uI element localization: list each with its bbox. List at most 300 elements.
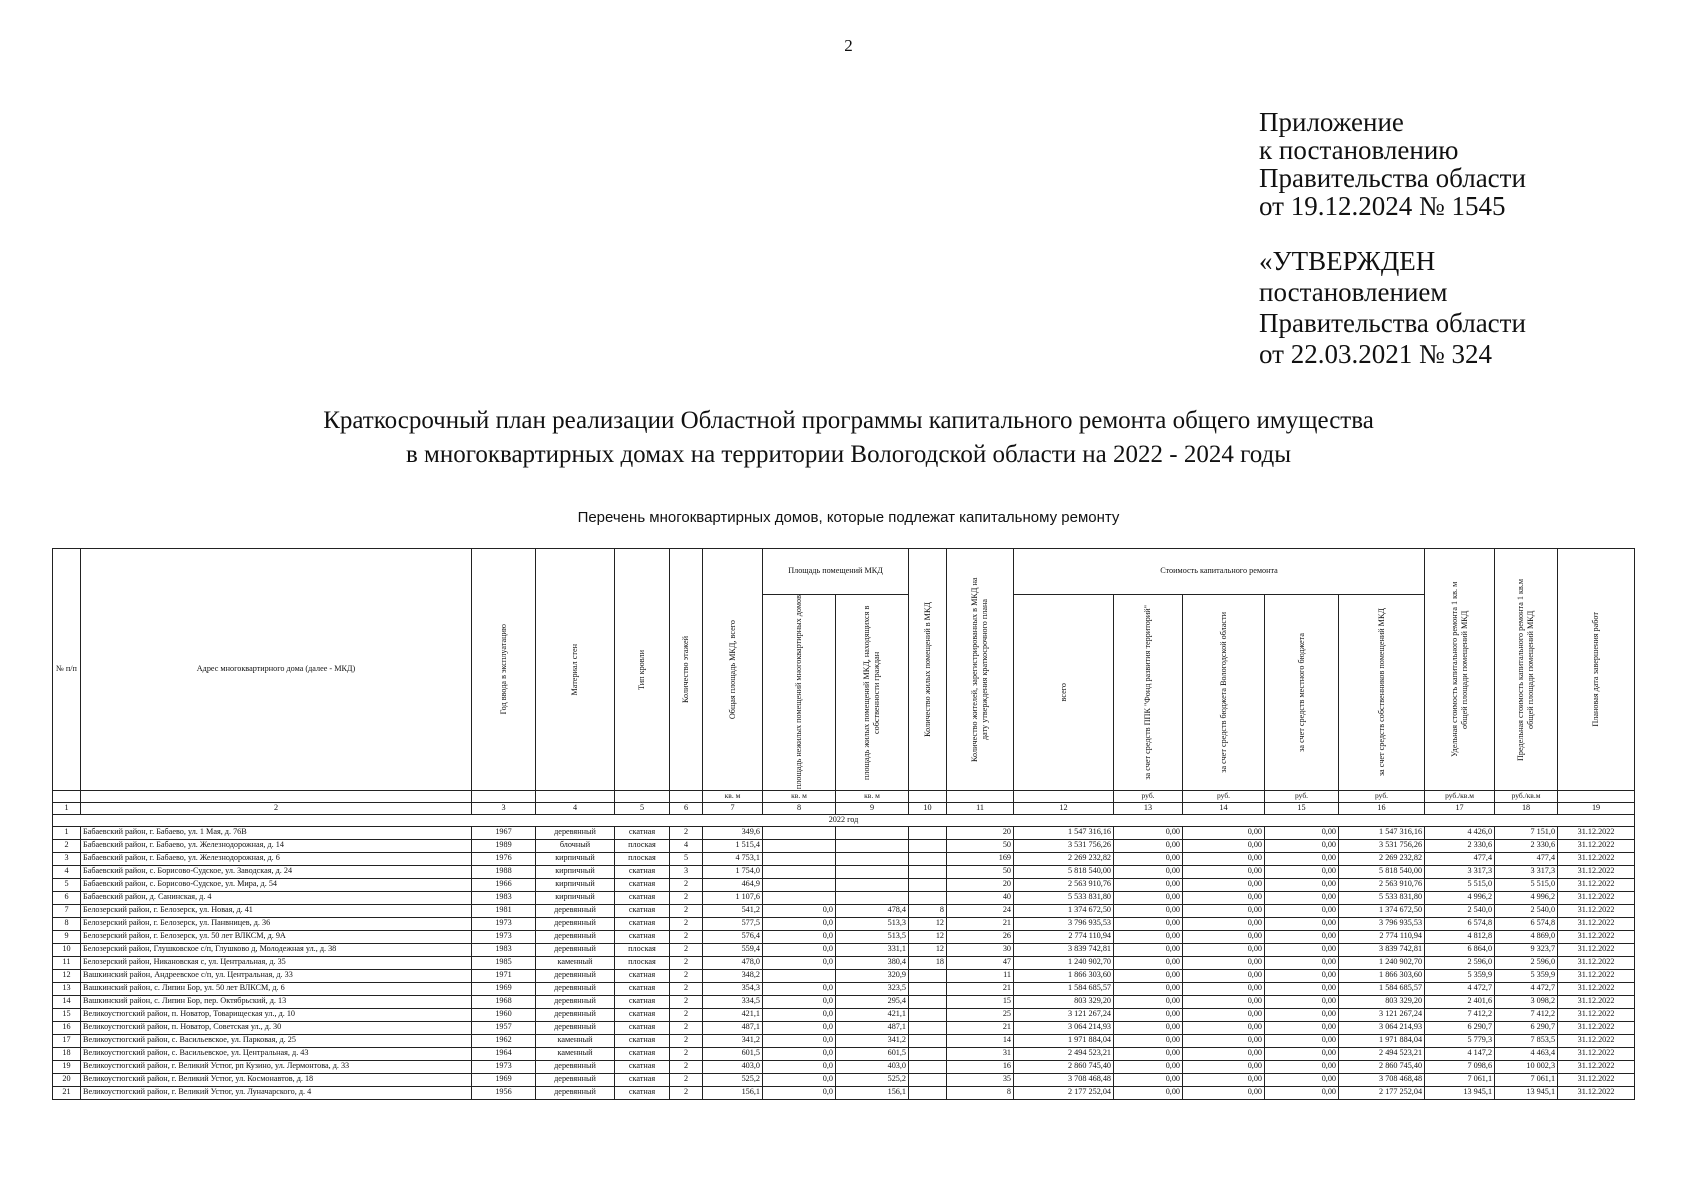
cell-max-cost: 5 515,0 — [1495, 878, 1558, 891]
cell-cost-ppk: 0,00 — [1114, 1021, 1183, 1034]
cell-max-cost: 2 330,6 — [1495, 839, 1558, 852]
cell-date: 31.12.2022 — [1558, 1060, 1635, 1073]
cell-roof: скатная — [615, 995, 670, 1008]
cell-unit-cost: 7 412,2 — [1425, 1008, 1495, 1021]
cell-address: Вашкинский район, с. Липин Бор, ул. 50 лет ВЛКСМ, д. 6 — [81, 982, 472, 995]
cell-roof: плоская — [615, 956, 670, 969]
cell-cost-local: 0,00 — [1265, 1086, 1339, 1099]
cell-address: Белозерский район, Никановская с, ул. Центральная, д. 35 — [81, 956, 472, 969]
cell-roof: скатная — [615, 1008, 670, 1021]
cell-res-area: 487,1 — [836, 1021, 909, 1034]
cell-res-count — [909, 969, 947, 982]
cell-max-cost: 10 002,3 — [1495, 1060, 1558, 1073]
header-res-count-text: Количество жилых помещений в МКД — [922, 602, 932, 737]
cell-cost-regional: 0,00 — [1183, 930, 1265, 943]
cell-residents: 47 — [947, 956, 1014, 969]
unit-cell — [81, 791, 472, 803]
cell-date: 31.12.2022 — [1558, 969, 1635, 982]
cell-cost-total: 3 796 935,53 — [1014, 917, 1114, 930]
cell-cost-local: 0,00 — [1265, 852, 1339, 865]
cell-cost-ppk: 0,00 — [1114, 878, 1183, 891]
cell-year: 1966 — [472, 878, 536, 891]
cell-nonres-area: 0,0 — [763, 995, 836, 1008]
cell-num: 13 — [53, 982, 81, 995]
cell-cost-total: 2 563 910,76 — [1014, 878, 1114, 891]
cell-res-count — [909, 982, 947, 995]
cell-res-count — [909, 995, 947, 1008]
cell-floors: 2 — [670, 891, 703, 904]
cell-cost-ppk: 0,00 — [1114, 930, 1183, 943]
cell-num: 8 — [53, 917, 81, 930]
cell-max-cost: 4 463,4 — [1495, 1047, 1558, 1060]
cell-res-area: 478,4 — [836, 904, 909, 917]
cell-year: 1967 — [472, 826, 536, 839]
cell-cost-local: 0,00 — [1265, 865, 1339, 878]
cell-cost-owners: 3 121 267,24 — [1339, 1008, 1425, 1021]
cell-res-count — [909, 1047, 947, 1060]
cell-date: 31.12.2022 — [1558, 904, 1635, 917]
cell-address: Бабаевский район, г. Бабаево, ул. Железнодорожная, д. 6 — [81, 852, 472, 865]
cell-unit-cost: 4 996,2 — [1425, 891, 1495, 904]
cell-year: 1971 — [472, 969, 536, 982]
cell-nonres-area — [763, 969, 836, 982]
cell-nonres-area — [763, 878, 836, 891]
column-number-cell: 18 — [1495, 803, 1558, 815]
cell-res-area — [836, 839, 909, 852]
cell-walls: деревянный — [536, 1073, 615, 1086]
cell-total-area: 559,4 — [703, 943, 763, 956]
column-number-cell: 10 — [909, 803, 947, 815]
cell-residents: 20 — [947, 878, 1014, 891]
cell-cost-owners: 3 796 935,53 — [1339, 917, 1425, 930]
cell-cost-regional: 0,00 — [1183, 839, 1265, 852]
cell-num: 5 — [53, 878, 81, 891]
cell-address: Белозерский район, г. Белозерск, ул. Панвницев, д. 36 — [81, 917, 472, 930]
header-res-count — [909, 549, 947, 791]
cell-floors: 2 — [670, 917, 703, 930]
cell-residents: 169 — [947, 852, 1014, 865]
table-row — [53, 904, 1635, 917]
header-cost-regional-text: за счет средств бюджета Вологодской области — [1218, 612, 1228, 773]
cell-cost-total: 2 860 745,40 — [1014, 1060, 1114, 1073]
cell-unit-cost: 477,4 — [1425, 852, 1495, 865]
cell-cost-owners: 2 269 232,82 — [1339, 852, 1425, 865]
cell-date: 31.12.2022 — [1558, 826, 1635, 839]
column-number-cell: 17 — [1425, 803, 1495, 815]
table-row — [53, 943, 1635, 956]
cell-total-area: 487,1 — [703, 1021, 763, 1034]
cell-cost-regional: 0,00 — [1183, 1060, 1265, 1073]
table-row — [53, 930, 1635, 943]
cell-nonres-area: 0,0 — [763, 1073, 836, 1086]
cell-res-count — [909, 826, 947, 839]
cell-nonres-area — [763, 826, 836, 839]
cell-walls: деревянный — [536, 917, 615, 930]
cell-total-area: 541,2 — [703, 904, 763, 917]
header-cost-regional — [1183, 595, 1265, 791]
cell-unit-cost: 13 945,1 — [1425, 1086, 1495, 1099]
cell-address: Вашкинский район, Андреевское с/п, ул. Центральная, д. 33 — [81, 969, 472, 982]
cell-unit-cost: 2 540,0 — [1425, 904, 1495, 917]
cell-cost-local: 0,00 — [1265, 878, 1339, 891]
cell-cost-total: 1 547 316,16 — [1014, 826, 1114, 839]
cell-roof: скатная — [615, 826, 670, 839]
column-number-cell: 3 — [472, 803, 536, 815]
cell-max-cost: 477,4 — [1495, 852, 1558, 865]
cell-cost-ppk: 0,00 — [1114, 969, 1183, 982]
cell-floors: 2 — [670, 956, 703, 969]
cell-nonres-area: 0,0 — [763, 1034, 836, 1047]
cell-roof: скатная — [615, 1073, 670, 1086]
cell-residents: 8 — [947, 1086, 1014, 1099]
appendix-line: от 19.12.2024 № 1545 — [1259, 191, 1506, 221]
header-cost-total — [1014, 595, 1114, 791]
header-floors-text: Количество этажей — [681, 635, 690, 703]
cell-total-area: 478,0 — [703, 956, 763, 969]
cell-cost-owners: 2 860 745,40 — [1339, 1060, 1425, 1073]
cell-walls: деревянный — [536, 1086, 615, 1099]
cell-cost-owners: 2 177 252,04 — [1339, 1086, 1425, 1099]
cell-date: 31.12.2022 — [1558, 852, 1635, 865]
unit-cell: кв. м — [763, 791, 836, 803]
cell-cost-owners: 1 866 303,60 — [1339, 969, 1425, 982]
unit-cell: руб. — [1265, 791, 1339, 803]
table-row — [53, 878, 1635, 891]
cell-residents: 21 — [947, 982, 1014, 995]
header-residents-text: Количество жителей, зарегистрированных в МКД на дату утверждения краткосрочного плана — [970, 577, 990, 762]
cell-unit-cost: 4 426,0 — [1425, 826, 1495, 839]
cell-walls: деревянный — [536, 1008, 615, 1021]
cell-walls: деревянный — [536, 969, 615, 982]
cell-total-area: 576,4 — [703, 930, 763, 943]
cell-residents: 31 — [947, 1047, 1014, 1060]
cell-roof: скатная — [615, 904, 670, 917]
column-number-cell: 19 — [1558, 803, 1635, 815]
table-header — [53, 549, 1635, 815]
cell-res-count: 12 — [909, 930, 947, 943]
cell-cost-regional: 0,00 — [1183, 969, 1265, 982]
cell-walls: деревянный — [536, 982, 615, 995]
cell-total-area: 464,9 — [703, 878, 763, 891]
unit-cell: руб./кв.м — [1425, 791, 1495, 803]
cell-date: 31.12.2022 — [1558, 982, 1635, 995]
cell-num: 18 — [53, 1047, 81, 1060]
cell-floors: 2 — [670, 1073, 703, 1086]
cell-floors: 2 — [670, 1034, 703, 1047]
page-number: 2 — [844, 36, 853, 55]
cell-num: 1 — [53, 826, 81, 839]
cell-roof: скатная — [615, 1060, 670, 1073]
cell-year: 1960 — [472, 1008, 536, 1021]
cell-res-area: 156,1 — [836, 1086, 909, 1099]
cell-cost-ppk: 0,00 — [1114, 1073, 1183, 1086]
column-number-cell: 6 — [670, 803, 703, 815]
cell-total-area: 348,2 — [703, 969, 763, 982]
cell-num: 9 — [53, 930, 81, 943]
cell-cost-total: 3 121 267,24 — [1014, 1008, 1114, 1021]
cell-cost-local: 0,00 — [1265, 1047, 1339, 1060]
cell-cost-owners: 5 533 831,80 — [1339, 891, 1425, 904]
cell-cost-owners: 1 374 672,50 — [1339, 904, 1425, 917]
cell-floors: 3 — [670, 865, 703, 878]
column-number-cell: 14 — [1183, 803, 1265, 815]
cell-cost-regional: 0,00 — [1183, 1008, 1265, 1021]
cell-max-cost: 7 412,2 — [1495, 1008, 1558, 1021]
cell-nonres-area: 0,0 — [763, 956, 836, 969]
cell-date: 31.12.2022 — [1558, 878, 1635, 891]
cell-address: Великоустюгский район, п. Новатор, Советская ул., д. 30 — [81, 1021, 472, 1034]
header-res-area — [836, 595, 909, 791]
cell-address: Великоустюгский район, п. Новатор, Товарищеская ул., д. 10 — [81, 1008, 472, 1021]
year-row — [53, 815, 1635, 827]
cell-cost-total: 1 240 902,70 — [1014, 956, 1114, 969]
cell-total-area: 577,5 — [703, 917, 763, 930]
unit-cell: кв. м — [703, 791, 763, 803]
cell-floors: 2 — [670, 1021, 703, 1034]
cell-nonres-area: 0,0 — [763, 1021, 836, 1034]
cell-cost-regional: 0,00 — [1183, 1021, 1265, 1034]
cell-residents: 30 — [947, 943, 1014, 956]
cell-address: Белозерский район, Глушковское с/п, Глушково д, Молодежная ул., д. 38 — [81, 943, 472, 956]
column-number-cell: 11 — [947, 803, 1014, 815]
cell-roof: скатная — [615, 891, 670, 904]
cell-max-cost: 4 472,7 — [1495, 982, 1558, 995]
header-max-cost-text: Предельная стоимость капитального ремонта 1 кв.м общей площади помещений МКД — [1516, 578, 1536, 761]
cell-res-count — [909, 1060, 947, 1073]
cell-year: 1968 — [472, 995, 536, 1008]
header-cost-group: Стоимость капитального ремонта — [1014, 549, 1425, 595]
cell-total-area: 601,5 — [703, 1047, 763, 1060]
year-label: 2022 год — [53, 815, 1635, 827]
cell-nonres-area — [763, 891, 836, 904]
header-nonres-area — [763, 595, 836, 791]
cell-total-area: 349,6 — [703, 826, 763, 839]
cell-walls: каменный — [536, 1034, 615, 1047]
cell-cost-total: 2 494 523,21 — [1014, 1047, 1114, 1060]
cell-cost-total: 5 533 831,80 — [1014, 891, 1114, 904]
cell-unit-cost: 5 359,9 — [1425, 969, 1495, 982]
cell-total-area: 1 754,0 — [703, 865, 763, 878]
cell-residents: 35 — [947, 1073, 1014, 1086]
cell-residents: 50 — [947, 865, 1014, 878]
cell-floors: 2 — [670, 904, 703, 917]
cell-max-cost: 9 323,7 — [1495, 943, 1558, 956]
cell-cost-ppk: 0,00 — [1114, 943, 1183, 956]
cell-year: 1969 — [472, 1073, 536, 1086]
cell-max-cost: 4 996,2 — [1495, 891, 1558, 904]
cell-cost-ppk: 0,00 — [1114, 826, 1183, 839]
appendix-line: к постановлению — [1259, 135, 1459, 165]
cell-floors: 2 — [670, 982, 703, 995]
cell-cost-ppk: 0,00 — [1114, 1034, 1183, 1047]
cell-cost-owners: 3 839 742,81 — [1339, 943, 1425, 956]
header-cost-local — [1265, 595, 1339, 791]
header-residents — [947, 549, 1014, 791]
cell-year: 1981 — [472, 904, 536, 917]
cell-res-area — [836, 891, 909, 904]
table-row — [53, 1047, 1635, 1060]
table-row — [53, 1060, 1635, 1073]
cell-res-count: 8 — [909, 904, 947, 917]
header-floors — [670, 549, 703, 791]
cell-res-area: 513,5 — [836, 930, 909, 943]
unit-cell — [615, 791, 670, 803]
unit-cell — [670, 791, 703, 803]
cell-cost-total: 2 269 232,82 — [1014, 852, 1114, 865]
cell-roof: плоская — [615, 852, 670, 865]
cell-unit-cost: 6 290,7 — [1425, 1021, 1495, 1034]
cell-res-area: 295,4 — [836, 995, 909, 1008]
header-unit-cost-text: Удельная стоимость капитального ремонта 1 кв. м общей площади помещений МКД — [1449, 581, 1469, 758]
table-body — [53, 815, 1635, 1100]
unit-cell — [1014, 791, 1114, 803]
cell-date: 31.12.2022 — [1558, 1073, 1635, 1086]
unit-cell — [472, 791, 536, 803]
column-number-cell: 15 — [1265, 803, 1339, 815]
cell-address: Великоустюгский район, с. Васильевское, ул. Центральная, д. 43 — [81, 1047, 472, 1060]
cell-num: 20 — [53, 1073, 81, 1086]
cell-res-area — [836, 852, 909, 865]
cell-cost-total: 3 064 214,93 — [1014, 1021, 1114, 1034]
cell-cost-owners: 2 494 523,21 — [1339, 1047, 1425, 1060]
cell-floors: 2 — [670, 1086, 703, 1099]
cell-unit-cost: 7 098,6 — [1425, 1060, 1495, 1073]
table-row — [53, 865, 1635, 878]
unit-cell — [536, 791, 615, 803]
cell-walls: деревянный — [536, 930, 615, 943]
cell-cost-owners: 3 064 214,93 — [1339, 1021, 1425, 1034]
cell-res-count — [909, 891, 947, 904]
cell-nonres-area: 0,0 — [763, 982, 836, 995]
cell-unit-cost: 6 864,0 — [1425, 943, 1495, 956]
header-max-cost — [1495, 549, 1558, 791]
cell-cost-owners: 1 584 685,57 — [1339, 982, 1425, 995]
cell-walls: кирпичный — [536, 878, 615, 891]
table-row — [53, 852, 1635, 865]
header-roof-text: Тип кровли — [637, 649, 646, 690]
cell-total-area: 334,5 — [703, 995, 763, 1008]
cell-date: 31.12.2022 — [1558, 1047, 1635, 1060]
cell-unit-cost: 4 812,8 — [1425, 930, 1495, 943]
approved-line: Правительства области — [1259, 308, 1526, 338]
cell-res-count: 12 — [909, 917, 947, 930]
table-row — [53, 1073, 1635, 1086]
unit-cell — [909, 791, 947, 803]
cell-roof: скатная — [615, 917, 670, 930]
cell-floors: 2 — [670, 943, 703, 956]
cell-total-area: 1 515,4 — [703, 839, 763, 852]
column-number-cell: 4 — [536, 803, 615, 815]
header-year — [472, 549, 536, 791]
cell-cost-total: 3 531 756,26 — [1014, 839, 1114, 852]
cell-cost-local: 0,00 — [1265, 982, 1339, 995]
cell-walls: деревянный — [536, 1060, 615, 1073]
cell-cost-regional: 0,00 — [1183, 982, 1265, 995]
cell-res-count — [909, 878, 947, 891]
cell-cost-owners: 2 563 910,76 — [1339, 878, 1425, 891]
cell-residents: 21 — [947, 1021, 1014, 1034]
cell-cost-local: 0,00 — [1265, 1021, 1339, 1034]
cell-floors: 2 — [670, 995, 703, 1008]
cell-cost-local: 0,00 — [1265, 956, 1339, 969]
cell-res-count: 12 — [909, 943, 947, 956]
cell-roof: скатная — [615, 878, 670, 891]
cell-total-area: 156,1 — [703, 1086, 763, 1099]
cell-floors: 2 — [670, 1047, 703, 1060]
cell-res-count — [909, 1086, 947, 1099]
cell-residents: 25 — [947, 1008, 1014, 1021]
cell-nonres-area: 0,0 — [763, 943, 836, 956]
cell-num: 3 — [53, 852, 81, 865]
appendix-line: Правительства области — [1259, 163, 1526, 193]
cell-num: 7 — [53, 904, 81, 917]
header-walls — [536, 549, 615, 791]
table-row — [53, 839, 1635, 852]
cell-num: 12 — [53, 969, 81, 982]
cell-cost-total: 5 818 540,00 — [1014, 865, 1114, 878]
unit-cell: кв. м — [836, 791, 909, 803]
cell-cost-total: 3 708 468,48 — [1014, 1073, 1114, 1086]
cell-date: 31.12.2022 — [1558, 1021, 1635, 1034]
cell-cost-local: 0,00 — [1265, 995, 1339, 1008]
header-date — [1558, 549, 1635, 791]
cell-nonres-area — [763, 852, 836, 865]
cell-num: 11 — [53, 956, 81, 969]
document-title — [0, 404, 1697, 472]
cell-address: Белозерский район, г. Белозерск, ул. 50 лет ВЛКСМ, д. 9А — [81, 930, 472, 943]
cell-cost-local: 0,00 — [1265, 930, 1339, 943]
header-cost-total-text: всего — [1058, 683, 1068, 702]
cell-num: 17 — [53, 1034, 81, 1047]
cell-res-count — [909, 1073, 947, 1086]
cell-nonres-area: 0,0 — [763, 1008, 836, 1021]
cell-res-count: 18 — [909, 956, 947, 969]
cell-address: Великоустюгский район, г. Великий Устюг, рп Кузино, ул. Лермонтова, д. 33 — [81, 1060, 472, 1073]
cell-nonres-area: 0,0 — [763, 930, 836, 943]
approved-line: «УТВЕРЖДЕН — [1259, 246, 1436, 276]
cell-res-area: 525,2 — [836, 1073, 909, 1086]
cell-total-area: 1 107,6 — [703, 891, 763, 904]
houses-table — [52, 548, 1635, 1100]
cell-cost-ppk: 0,00 — [1114, 917, 1183, 930]
table-row — [53, 891, 1635, 904]
cell-residents: 16 — [947, 1060, 1014, 1073]
cell-floors: 2 — [670, 826, 703, 839]
cell-walls: деревянный — [536, 904, 615, 917]
column-number-cell: 12 — [1014, 803, 1114, 815]
cell-res-area: 380,4 — [836, 956, 909, 969]
header-cost-ppk-text: за счет средств ППК "Фонд развития территорий" — [1143, 605, 1153, 780]
cell-max-cost: 5 359,9 — [1495, 969, 1558, 982]
cell-cost-owners: 5 818 540,00 — [1339, 865, 1425, 878]
cell-cost-regional: 0,00 — [1183, 826, 1265, 839]
cell-unit-cost: 4 472,7 — [1425, 982, 1495, 995]
cell-cost-ppk: 0,00 — [1114, 956, 1183, 969]
cell-floors: 2 — [670, 878, 703, 891]
cell-roof: скатная — [615, 1034, 670, 1047]
header-walls-text: Материал стен — [570, 643, 579, 696]
cell-address: Бабаевский район, г. Бабаево, ул. Железнодорожная, д. 14 — [81, 839, 472, 852]
cell-num: 16 — [53, 1021, 81, 1034]
cell-address: Бабаевский район, д. Санинская, д. 4 — [81, 891, 472, 904]
cell-cost-ppk: 0,00 — [1114, 839, 1183, 852]
unit-cell — [53, 791, 81, 803]
cell-cost-local: 0,00 — [1265, 1073, 1339, 1086]
cell-cost-regional: 0,00 — [1183, 917, 1265, 930]
cell-date: 31.12.2022 — [1558, 917, 1635, 930]
cell-cost-ppk: 0,00 — [1114, 891, 1183, 904]
cell-max-cost: 4 869,0 — [1495, 930, 1558, 943]
